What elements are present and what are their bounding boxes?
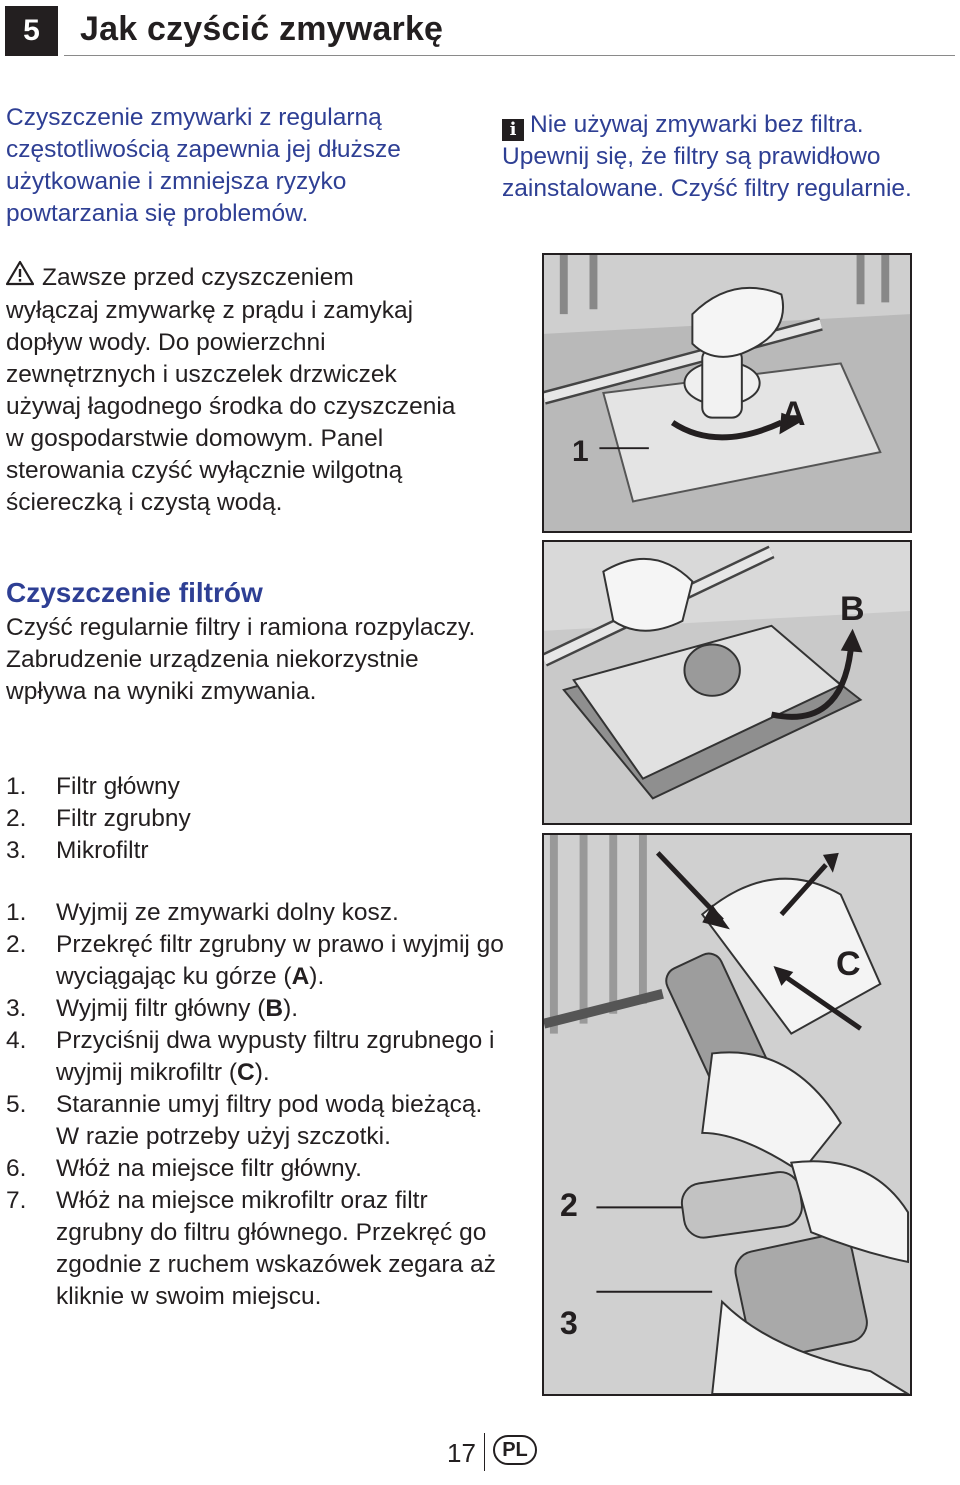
step-text: Przekręć filtr zgrubny w prawo i wyjmij go wyciągając ku górze (A). [56, 931, 504, 990]
item-text: Mikrofiltr [56, 837, 149, 864]
warning-note [6, 260, 476, 519]
item-number: 1. [6, 773, 27, 800]
list-item [6, 1153, 506, 1185]
page-number: 17 [447, 1438, 476, 1468]
page-header [0, 0, 960, 60]
illustration-remove-coarse-filter [542, 253, 912, 533]
figure-label-3: 3 [560, 1305, 578, 1341]
step-number: 1. [6, 899, 27, 926]
steps-list [6, 897, 506, 1313]
page-footer [0, 1425, 960, 1485]
warning-triangle-icon [6, 260, 34, 295]
language-badge: PL [493, 1435, 537, 1465]
step-text: Włóż na miejsce mikrofiltr oraz filtr zgrubny do filtru głównego. Przekręć go zgodnie z ruchem wskazówek zegara aż kliknie w swoim miejscu. [56, 1187, 496, 1310]
step-text: Wyjmij filtr główny (B). [56, 995, 299, 1022]
step-number: 2. [6, 931, 27, 958]
list-item [6, 835, 506, 867]
item-text: Filtr główny [56, 773, 180, 800]
filters-intro: Czyść regularnie filtry i ramiona rozpylaczy. Zabrudzenie urządzenia niekorzystnie wpływa na wyniki zmywania. [6, 614, 476, 705]
list-item [6, 993, 506, 1025]
item-number: 3. [6, 837, 27, 864]
list-item [6, 1185, 506, 1313]
info-note [502, 109, 952, 205]
figure-label-c: C [836, 945, 861, 983]
footer-divider [484, 1433, 485, 1471]
filters-heading: Czyszczenie filtrów [6, 577, 263, 608]
info-text: Nie używaj zmywarki bez filtra. Upewnij się, że filtry są prawidłowo zainstalowane. Czyść filtry regularnie. [502, 111, 912, 202]
step-number: 5. [6, 1091, 27, 1118]
warning-first-line: Zawsze przed czyszczeniem [42, 263, 354, 291]
step-text: Przyciśnij dwa wypusty filtru zgrubnego i wyjmij mikrofiltr (C). [56, 1027, 495, 1086]
figure-label-b: B [840, 590, 865, 628]
page-title: Jak czyścić zmywarkę [80, 10, 444, 48]
figure-label-a: A [781, 395, 806, 433]
illustration-remove-main-filter [542, 540, 912, 825]
item-number: 2. [6, 805, 27, 832]
list-item [6, 897, 506, 929]
list-item [6, 1025, 506, 1089]
step-number: 7. [6, 1187, 27, 1214]
figure-label-2: 2 [560, 1187, 578, 1223]
step-text: Wyjmij ze zmywarki dolny kosz. [56, 899, 399, 926]
step-text: Włóż na miejsce filtr główny. [56, 1155, 362, 1182]
list-item [6, 1089, 506, 1153]
list-item [6, 771, 506, 803]
figure-label-1: 1 [572, 435, 589, 468]
step-number: 4. [6, 1027, 27, 1054]
header-divider [64, 55, 955, 56]
step-number: 6. [6, 1155, 27, 1182]
item-text: Filtr zgrubny [56, 805, 191, 832]
list-item [6, 803, 506, 835]
illustration-remove-microfilter [542, 833, 912, 1396]
step-text: Starannie umyj filtry pod wodą bieżącą. W razie potrzeby użyj szczotki. [56, 1091, 483, 1150]
parts-list [6, 771, 506, 867]
list-item [6, 929, 506, 993]
step-number: 3. [6, 995, 27, 1022]
warning-text: wyłączaj zmywarkę z prądu i zamykaj dopływ wody. Do powierzchni zewnętrznych i uszczelek drzwiczek używaj łagodnego środka do czyszczenia w gospodarstwie domowym. Panel sterowania czyść wyłącznie wilgotną ściereczką i czystą wodą. [6, 297, 456, 516]
chapter-number: 5 [5, 6, 58, 56]
intro-paragraph: Czyszczenie zmywarki z regularną częstotliwością zapewnia jej dłuższe użytkowanie i zmniejsza ryzyko powtarzania się problemów. [6, 104, 401, 227]
info-icon: i [502, 119, 524, 141]
